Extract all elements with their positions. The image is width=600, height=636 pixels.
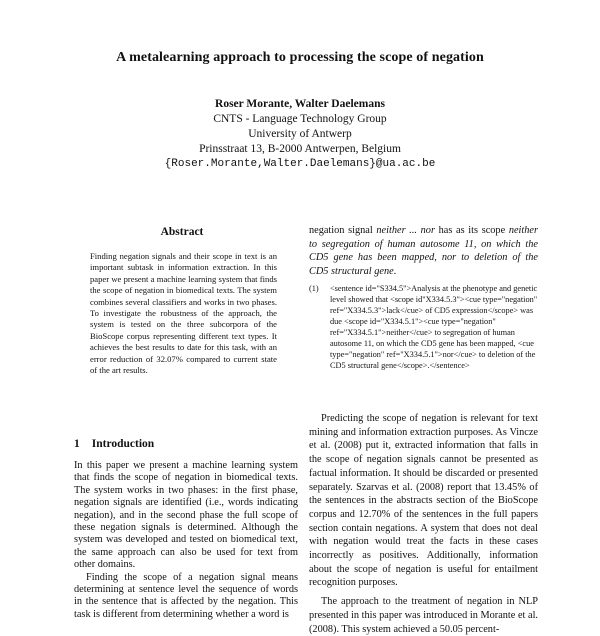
right-paragraph-2: The approach to the treatment of negation in NLP presented in this paper was introduced in Morante et al. (2008). This system achieved a 50.05 percent- <box>309 596 538 635</box>
author-group: CNTS - Language Technology Group <box>213 113 387 125</box>
left-column-body <box>74 460 298 621</box>
example-1 <box>309 283 538 371</box>
author-email: {Roser.Morante,Walter.Daelemans}@ua.ac.be <box>164 158 436 170</box>
example-xml-text: <sentence id="S334.5">Analysis at the phenotype and genetic level showed that <scope id"X334.5.3"><cue type="negation" ref="X334.5.3">lack</cue> of CD5 expression</scope> was due <scope id="X334.5.1"><cue type="negation" ref="X334.5.1">neither</cue> to segregation of human autosome 11, on which the CD5 gene has been mapped, <cue type="negation" ref="X334.5.1">nor</cue> to deletion of the CD5 structural gene</scope>.</sentence> <box>330 284 538 370</box>
right-column-body <box>309 412 538 636</box>
text-run: has as its scope <box>434 225 509 236</box>
right-column-intro <box>309 224 538 279</box>
section-title: Introduction <box>91 438 155 450</box>
author-address: Prinsstraat 13, B-2000 Antwerpen, Belgium <box>199 143 401 155</box>
author-block <box>0 97 600 172</box>
text-run: . <box>393 266 397 278</box>
italic-run: neither to segregation of human autosome 11, on which the CD5 gene has been mapped, nor to deletion of the CD5 structural gene <box>309 225 538 278</box>
abstract-heading: Abstract <box>160 226 204 238</box>
paper-title: A metalearning approach to processing the scope of negation <box>116 50 484 65</box>
negation-signal-sentence <box>309 224 538 279</box>
example-number: (1) <box>309 284 319 293</box>
abstract-text: Finding negation signals and their scope in text is an important subtask in information extraction. In this paper we present a machine learning system that finds the scope of negation in biomedical texts. The system combines several classifiers and works in two phases. To investigate the robustness of the approach, the system is tested on the three subcorpora of the BioScope corpus representing different text types. It achieves the best results to date for this task, with an error reduction of 32.07% compared to current state of the art results. <box>90 251 277 376</box>
italic-run: neither ... nor <box>376 225 435 236</box>
text-run: negation signal <box>309 225 377 236</box>
intro-paragraph-2: Finding the scope of a negation signal means determining at sentence level the sequence of words in the sentence that is affected by the negation. This task is different from determining whether a word is <box>74 571 298 620</box>
author-names: Roser Morante, Walter Daelemans <box>215 98 385 110</box>
section-heading-introduction <box>74 438 154 450</box>
intro-paragraph-1: In this paper we present a machine learning system that finds the scope of negation in biomedical texts. The system works in two phases: in the first phase, negation signals are identified (i.e., words indicating negation), and in the second phase the full scope of these negation signals is determined. Although the system was developed and tested on biomedical text, the same approach can also be used for text from other domains. <box>74 460 298 571</box>
right-paragraph-1: Predicting the scope of negation is relevant for text mining and information extraction purposes. As Vincze et al. (2008) put it, extracted information that falls in the scope of negation signals cannot be presented as factual information. It should be discarded or presented separately. Szarvas et al. (2008) report that 13.45% of the sentences in the abstracts section of the BioScope corpus and 12.70% of the sentences in the full papers section contain negations. A system that does not deal with negation would treat the facts in these cases incorrectly as positives. Additionally, information about the scope of negation is useful for entailment recognition purposes. <box>309 413 538 589</box>
section-number: 1 <box>74 438 80 450</box>
author-university: University of Antwerp <box>248 128 352 140</box>
